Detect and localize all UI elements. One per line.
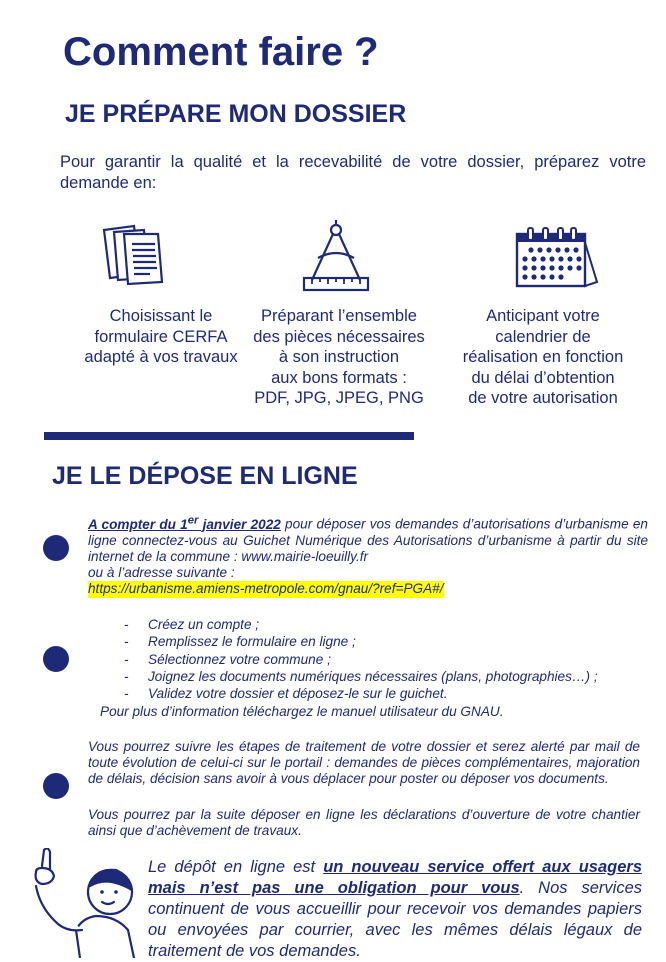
step-caption-pieces: Préparant l’ensemble des pièces nécessaires à son instruction aux bons formats : PDF, JPG, JPEG, PNG [253, 307, 425, 407]
deposit-intro-paragraph: A compter du 1er janvier 2022 pour déposer vos demandes d’autorisations d’urbanisme en ligne connectez-vous au Guichet Numérique des Autorisations d’urbanisme à partir du site internet de la commune : www.mairie-loeuilly.fr ou à l’adresse suivante : https://urbanisme.amiens-metropole.com/gnau/?ref=PGA#/ [88, 514, 648, 597]
list-item: - Sélectionnez votre commune ; [124, 651, 644, 668]
bullet-marker [43, 773, 69, 799]
section-heading-prepare: JE PRÉPARE MON DOSSIER [65, 100, 407, 128]
intro-text: Pour garantir la qualité et la recevabilité de votre dossier, préparez votre demande en: [60, 153, 646, 192]
list-item: - Validez votre dossier et déposez-le sur le guichet. [124, 685, 644, 702]
list-item: - Créez un compte ; [124, 616, 644, 633]
compass-ruler-icon [300, 218, 372, 294]
documents-icon [100, 222, 168, 286]
site-declaration-paragraph: Vous pourrez par la suite déposer en ligne les déclarations d’ouverture de votre chantier ainsi que d’achèvement de travaux. [88, 807, 640, 839]
calendar-icon [513, 226, 599, 290]
page-title: Comment faire ? [63, 30, 379, 74]
start-date: A compter du 1er janvier 2022 [88, 514, 281, 532]
section-divider [44, 432, 414, 440]
list-item: - Joignez les documents numériques nécessaires (plans, photographies…) ; [124, 668, 644, 685]
bullet-marker [43, 646, 69, 672]
tracking-paragraph: Vous pourrez suivre les étapes de traitement de votre dossier et serez alerté par mail de toute évolution de celui-ci sur le portail : demandes de pièces complémentaires, majoration de délais, décision sans avoir à vous déplacer pour poster ou déposer vos documents. [88, 739, 640, 787]
list-item: - Remplissez le formulaire en ligne ; [124, 633, 644, 650]
person-raising-finger-icon [30, 848, 138, 958]
steps-list [124, 616, 644, 702]
manual-info-text: Pour plus d’information téléchargez le manuel utilisateur du GNAU. [100, 704, 504, 719]
online-service-note: Le dépôt en ligne est un nouveau service offert aux usagers mais n’est pas une obligation pour vous. Nos services continuent de vous accueillir pour recevoir vos demandes papiers ou envoyées par courrier, avec les mêmes délais légaux de traitement de vos demandes. [148, 858, 642, 960]
gnau-url-link[interactable]: https://urbanisme.amiens-metropole.com/gnau/?ref=PGA#/ [88, 581, 444, 597]
step-caption-cerfa: Choisissant le formulaire CERFA adapté à vos travaux [84, 307, 238, 366]
section-heading-depose: JE LE DÉPOSE EN LIGNE [52, 462, 358, 490]
bullet-marker [43, 535, 69, 561]
step-caption-calendrier: Anticipant votre calendrier de réalisation en fonction du délai d’obtention de votre autorisation [462, 307, 624, 407]
